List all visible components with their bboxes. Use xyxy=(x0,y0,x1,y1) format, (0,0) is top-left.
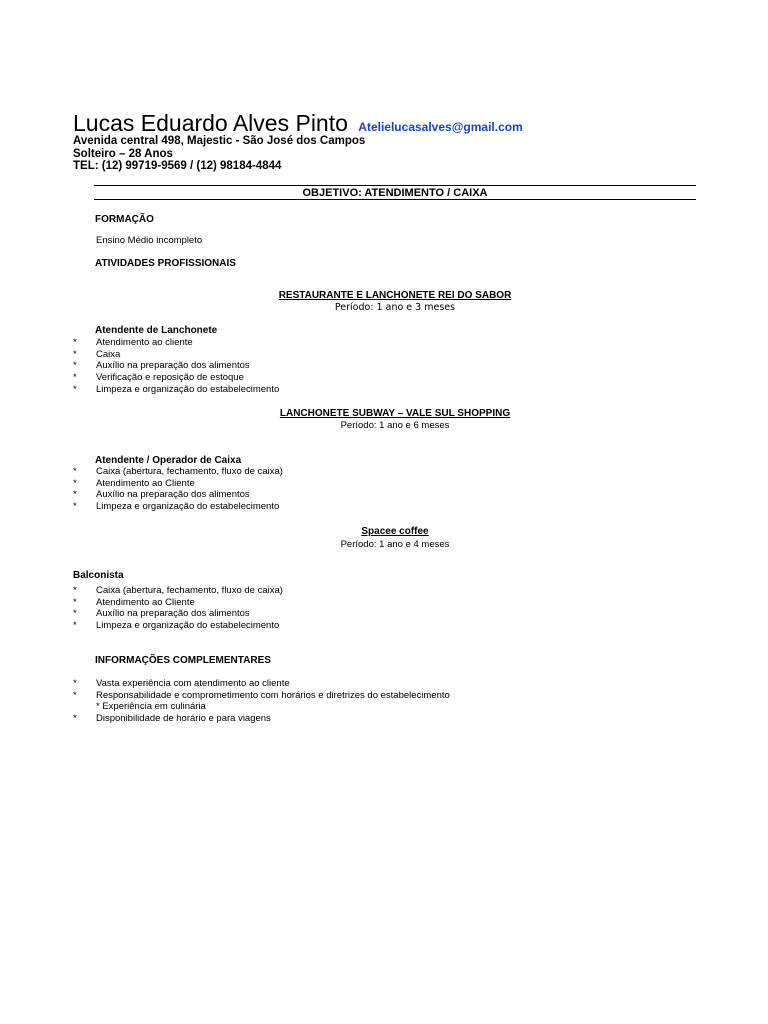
bullet: * xyxy=(73,678,77,689)
duty-text: Limpeza e organização do estabelecimento xyxy=(96,501,280,513)
bullet: * xyxy=(73,596,77,608)
education-text: Ensino Médio incompleto xyxy=(96,235,203,246)
job-1-period: Período: 1 ano e 3 meses xyxy=(334,302,456,313)
job-2-role: Atendente / Operador de Caixa xyxy=(95,455,242,466)
duty-text: Limpeza e organização do estabelecimento xyxy=(96,383,280,395)
phone: TEL: (12) 99719-9569 / (12) 98184-4844 xyxy=(73,160,282,172)
job-2-period: Período: 1 ano e 6 meses xyxy=(340,420,450,431)
job-3-company: Spacee coffee xyxy=(361,526,429,537)
bullet: * xyxy=(73,620,77,632)
bullet: * xyxy=(73,477,77,489)
job-1-company: RESTAURANTE E LANCHONETE REI DO SABOR xyxy=(278,290,512,301)
bullet: * xyxy=(73,337,77,348)
bullet: * xyxy=(73,348,77,360)
duty-text: Atendimento ao Cliente xyxy=(96,596,195,608)
duty-text: Caixa xyxy=(96,348,121,360)
info-text: Disponibilidade de horário e para viagens xyxy=(96,713,271,725)
duty-text: Auxílio na preparação dos alimentos xyxy=(96,360,250,372)
complementary-heading: INFORMAÇÕES COMPLEMENTARES xyxy=(95,655,271,666)
bullet: * xyxy=(73,383,77,395)
bullet: * xyxy=(73,360,77,372)
duty-text: Caixa (abertura, fechamento, fluxo de caixa) xyxy=(96,585,283,596)
candidate-name: Lucas Eduardo Alves Pinto xyxy=(73,110,348,136)
email-link[interactable]: Atelielucasalves@gmail.com xyxy=(358,120,523,134)
objective-top-rule xyxy=(94,185,696,186)
bullet: * xyxy=(73,585,77,596)
bullet: * xyxy=(73,372,77,384)
info-text: * Experiência em culinária xyxy=(96,701,206,713)
bullet: * xyxy=(73,489,77,501)
bullet: * xyxy=(73,608,77,620)
objective: OBJETIVO: ATENDIMENTO / CAIXA xyxy=(302,187,488,199)
duty-text: Atendimento ao Cliente xyxy=(96,477,195,489)
job-1-role: Atendente de Lanchonete xyxy=(95,325,218,336)
bullet: * xyxy=(73,466,77,477)
bullet: * xyxy=(73,713,77,725)
info-text: Vasta experiência com atendimento ao cliente xyxy=(96,678,290,689)
job-3-role: Balconista xyxy=(73,570,124,581)
duty-text: Atendimento ao cliente xyxy=(96,337,193,348)
job-2-company: LANCHONETE SUBWAY – VALE SUL SHOPPING xyxy=(279,408,511,419)
bullet: * xyxy=(73,689,77,701)
job-3-period: Período: 1 ano e 4 meses xyxy=(340,539,450,550)
duty-text: Caixa (abertura, fechamento, fluxo de caixa) xyxy=(96,466,283,477)
duty-text: Auxílio na preparação dos alimentos xyxy=(96,489,250,501)
info-text: Responsabilidade e comprometimento com horários e diretrizes do estabelecimento xyxy=(96,689,450,701)
objective-bottom-rule xyxy=(94,199,696,200)
bullet: * xyxy=(73,501,77,513)
address: Avenida central 498, Majestic - São José dos Campos xyxy=(73,135,366,147)
duty-text: Verificação e reposição de estoque xyxy=(96,372,244,384)
education-heading: FORMAÇÃO xyxy=(95,214,154,225)
duty-text: Auxílio na preparação dos alimentos xyxy=(96,608,250,620)
marital-status-age: Solteiro – 28 Anos xyxy=(73,148,173,160)
experience-heading: ATIVIDADES PROFISSIONAIS xyxy=(95,258,236,269)
duty-text: Limpeza e organização do estabelecimento xyxy=(96,620,280,632)
